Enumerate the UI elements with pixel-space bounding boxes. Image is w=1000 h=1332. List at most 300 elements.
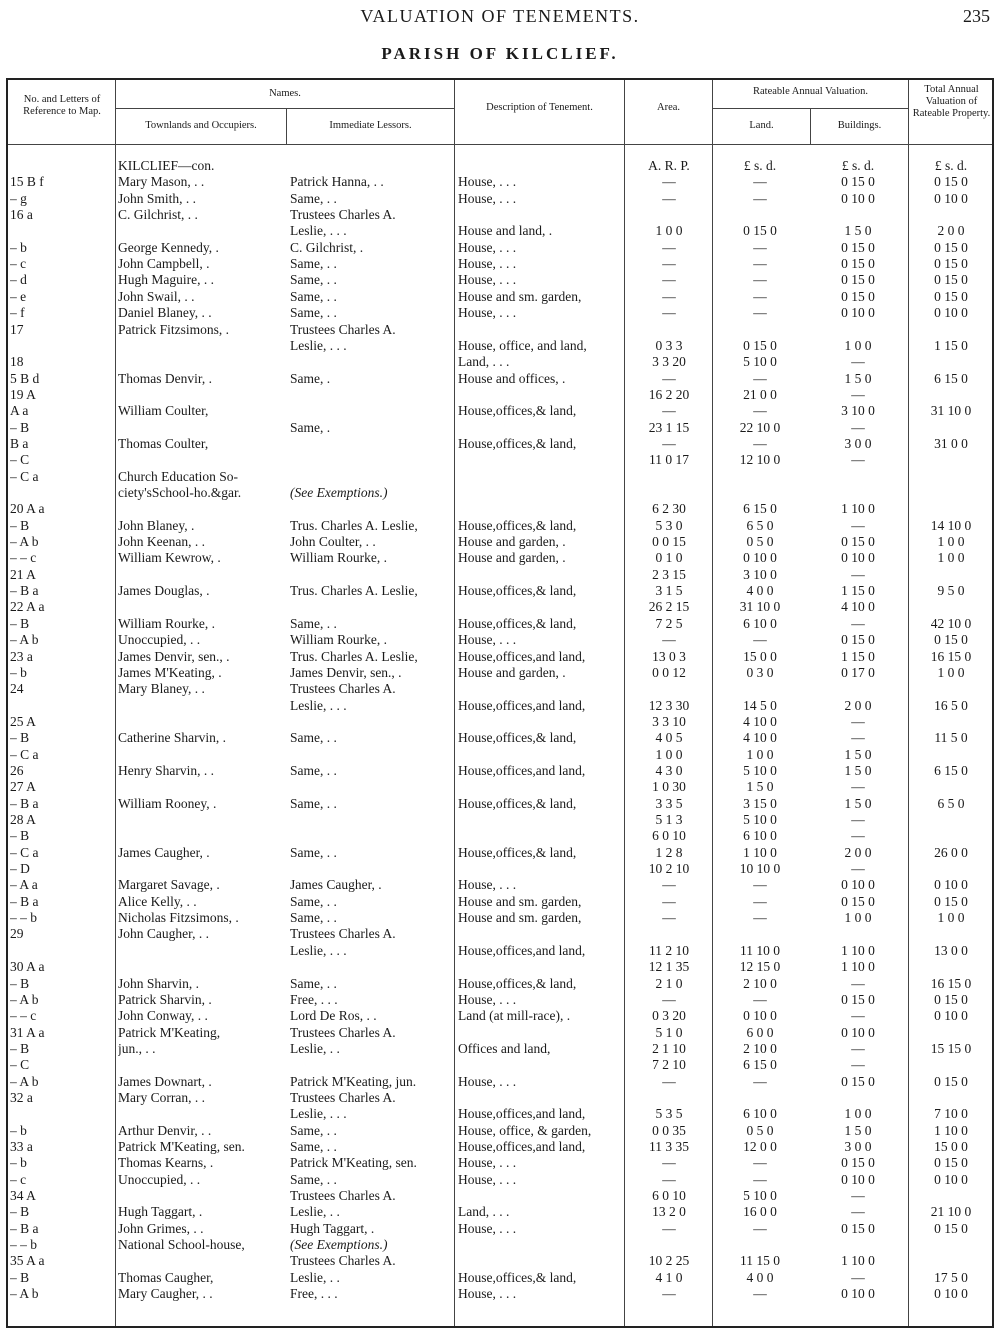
occupier-name: John Sharvin, . (118, 975, 199, 991)
running-head-title: VALUATION OF TENEMENTS. (360, 6, 640, 26)
table-row (8, 1270, 992, 1286)
land-valuation: 2 10 0 (743, 1040, 777, 1056)
map-reference: – B (10, 1040, 30, 1056)
lessor-name: Leslie, . . . (290, 1106, 347, 1122)
area-value: 7 2 10 (652, 1057, 686, 1073)
occupier-name: William Rooney, . (118, 795, 217, 811)
map-reference: – c (10, 1171, 27, 1187)
table-row (8, 272, 992, 288)
buildings-valuation: — (851, 386, 865, 402)
land-valuation: — (753, 272, 767, 288)
total-valuation: 0 15 0 (934, 893, 968, 909)
map-reference: – C a (10, 746, 39, 762)
occupier-name: Church Education So- (118, 468, 238, 484)
tenement-description: House and sm. garden, (458, 910, 582, 926)
tenement-description: House and garden, . (458, 550, 566, 566)
total-valuation: 15 0 0 (934, 1139, 968, 1154)
lessor-name: William Rourke, . (290, 632, 387, 648)
map-reference: – A b (10, 632, 39, 648)
occupier-name: Mary Mason, . . (118, 174, 205, 190)
lessor-name: Same, . . (290, 844, 337, 860)
occupier-name: James Denvir, sen., . (118, 648, 230, 664)
map-reference: – B a (10, 583, 39, 599)
map-reference: – B (10, 419, 30, 435)
area-value: 12 1 35 (648, 959, 690, 975)
buildings-valuation: 0 15 0 (841, 893, 875, 909)
total-valuation: 0 15 0 (934, 272, 968, 288)
buildings-valuation: 1 0 0 (844, 1106, 872, 1122)
land-valuation: 15 0 0 (743, 648, 777, 664)
buildings-valuation: 0 10 0 (841, 190, 875, 206)
land-valuation: — (753, 370, 767, 386)
area-value: 0 3 20 (652, 1008, 686, 1024)
buildings-valuation: — (851, 354, 865, 370)
area-value: 0 0 12 (652, 664, 686, 680)
buildings-valuation: 1 5 0 (844, 1122, 872, 1138)
map-reference: – D (10, 861, 30, 877)
map-reference: – A b (10, 991, 39, 1007)
buildings-valuation: — (851, 419, 865, 435)
map-reference: – B (10, 1269, 30, 1285)
lessor-name: Leslie, . . (290, 1040, 340, 1056)
tenement-description: House and garden, . (458, 534, 566, 550)
area-value: 5 1 0 (655, 1024, 683, 1040)
land-valuation: 5 10 0 (743, 762, 777, 778)
buildings-valuation: 1 10 0 (841, 501, 875, 517)
header-lessors: Immediate Lessors. (329, 120, 412, 131)
land-valuation: 6 15 0 (743, 501, 777, 517)
buildings-valuation: 0 10 0 (841, 1286, 875, 1302)
lessor-name: Trustees Charles A. (290, 1089, 396, 1105)
table-row (8, 338, 992, 354)
tenement-description: House,offices,& land, (458, 403, 577, 419)
land-valuation: 1 5 0 (746, 779, 774, 795)
table-row (8, 240, 992, 256)
occupier-name: jun., . . (118, 1040, 156, 1056)
tenement-description: House,offices,& land, (458, 844, 577, 860)
buildings-valuation: 3 10 0 (841, 403, 875, 419)
land-valuation: 6 0 0 (746, 1024, 774, 1040)
lessor-name: James Caugher, . (290, 877, 382, 893)
lessor-name: Trus. Charles A. Leslie, (290, 648, 418, 664)
buildings-valuation: 0 15 0 (841, 272, 875, 288)
buildings-valuation: 0 15 0 (841, 991, 875, 1007)
table-row (8, 1139, 992, 1155)
lessor-name: Same, . . (290, 190, 337, 206)
tenement-description: House and sm. garden, (458, 893, 582, 909)
map-reference: – A a (10, 877, 38, 893)
table-row (8, 403, 992, 419)
lessor-name: Patrick Hanna, . . (290, 174, 384, 190)
tenement-description: House, . . . (458, 1073, 517, 1089)
table-row (8, 1074, 992, 1090)
page-number: 235 (963, 6, 990, 26)
map-reference: 24 (10, 681, 24, 697)
lessor-name: (See Exemptions.) (290, 485, 388, 500)
lessor-name: Trus. Charles A. Leslie, (290, 583, 418, 599)
total-valuation: 13 0 0 (934, 942, 968, 958)
land-valuation: 0 10 0 (743, 550, 777, 566)
area-value: 7 2 5 (655, 615, 683, 631)
total-valuation: 6 15 0 (934, 762, 968, 778)
tenement-description: House,offices,& land, (458, 517, 577, 533)
lessor-name: Leslie, . . . (290, 942, 347, 958)
header-rateable: Rateable Annual Valuation. (753, 86, 868, 97)
buildings-valuation: — (851, 1057, 865, 1073)
occupier-name: Thomas Kearns, . (118, 1155, 214, 1171)
land-valuation: 11 10 0 (740, 942, 780, 958)
tenement-description: House,offices,and land, (458, 697, 586, 713)
area-value: 5 3 5 (655, 1106, 683, 1122)
table-row (8, 534, 992, 550)
area-value: — (662, 288, 676, 304)
lessor-name: John Coulter, . . (290, 534, 376, 550)
map-reference: 16 a (10, 207, 33, 223)
area-value: 13 2 0 (652, 1204, 686, 1220)
buildings-valuation: 1 15 0 (841, 583, 875, 599)
table-row (8, 779, 992, 795)
header-townlands: Townlands and Occupiers. (145, 120, 257, 131)
header-ref: No. and Letters of Reference to Map. (23, 94, 101, 117)
land-valuation: 6 10 0 (743, 1106, 777, 1122)
map-reference: – f (10, 305, 25, 321)
buildings-valuation: 0 15 0 (841, 174, 875, 190)
table-row (8, 322, 992, 338)
map-reference: – d (10, 272, 27, 288)
buildings-valuation: £ s. d. (841, 158, 875, 173)
map-reference: – C a (10, 468, 39, 484)
area-value: — (662, 174, 676, 190)
land-valuation: — (753, 1171, 767, 1187)
total-valuation: 0 15 0 (934, 1073, 968, 1089)
map-reference: – – c (10, 1008, 37, 1024)
buildings-valuation: 0 15 0 (841, 1073, 875, 1089)
area-value: 3 3 5 (655, 795, 683, 811)
lessor-name: Patrick M'Keating, jun. (290, 1073, 417, 1089)
map-reference: – b (10, 1122, 27, 1138)
map-reference: 31 A a (10, 1024, 45, 1040)
occupier-name: George Kennedy, . (118, 239, 219, 255)
occupier-name: William Kewrow, . (118, 550, 221, 566)
occupier-name: KILCLIEF—con. (118, 158, 215, 173)
area-value: — (662, 1220, 676, 1236)
total-valuation: 16 15 0 (930, 648, 972, 664)
map-reference: – c (10, 256, 27, 272)
header-rule (8, 144, 992, 145)
tenement-description: House, . . . (458, 991, 517, 1007)
buildings-valuation: 0 10 0 (841, 877, 875, 893)
buildings-valuation: — (851, 1188, 865, 1204)
area-value: — (662, 403, 676, 419)
table-row (8, 959, 992, 975)
buildings-valuation: 3 0 0 (844, 435, 872, 451)
area-value: A. R. P. (648, 158, 690, 173)
map-reference: – A b (10, 1286, 39, 1302)
area-value: 26 2 15 (648, 599, 690, 615)
total-valuation: 1 0 0 (937, 534, 965, 550)
map-reference: – B (10, 615, 30, 631)
area-value: — (662, 632, 676, 648)
total-valuation: 1 15 0 (934, 337, 968, 353)
table-row (8, 191, 992, 207)
land-valuation: — (753, 910, 767, 926)
occupier-name: John Smith, . . (118, 190, 197, 206)
buildings-valuation: — (851, 1204, 865, 1220)
area-value: 0 1 0 (655, 550, 683, 566)
map-reference: – b (10, 1155, 27, 1171)
map-reference: 30 A a (10, 959, 45, 975)
lessor-name: Leslie, . . (290, 1269, 340, 1285)
table-row (8, 256, 992, 272)
land-valuation: — (753, 1155, 767, 1171)
lessor-name: Same, . . (290, 910, 337, 926)
table-row (8, 599, 992, 615)
total-valuation: 0 10 0 (934, 1008, 968, 1024)
occupier-name: William Rourke, . (118, 615, 215, 631)
map-reference: 34 A (10, 1188, 36, 1204)
map-reference: – b (10, 664, 27, 680)
map-reference: – B a (10, 893, 39, 909)
occupier-name: Thomas Coulter, (118, 435, 209, 451)
buildings-valuation: — (851, 812, 865, 827)
occupier-name: Henry Sharvin, . . (118, 762, 214, 778)
land-valuation: 12 0 0 (743, 1139, 777, 1154)
land-valuation: — (753, 893, 767, 909)
buildings-valuation: — (851, 1008, 865, 1024)
table-row (8, 1057, 992, 1073)
lessor-name: Leslie, . . . (290, 337, 347, 353)
buildings-valuation: — (851, 730, 865, 746)
area-value: 2 3 15 (652, 566, 686, 582)
buildings-valuation: 0 10 0 (841, 1024, 875, 1040)
table-row (8, 632, 992, 648)
tenement-description: House, . . . (458, 305, 517, 321)
occupier-name: Unoccupied, . . (118, 632, 201, 648)
area-value: 11 0 17 (649, 452, 689, 468)
occupier-name: John Keenan, . . (118, 534, 205, 550)
tenement-description: Land, . . . (458, 1204, 510, 1220)
area-value: — (662, 256, 676, 272)
area-value: 11 3 35 (649, 1139, 689, 1154)
tenement-description: House, . . . (458, 239, 517, 255)
land-valuation: 0 15 0 (743, 223, 777, 239)
land-valuation: 4 10 0 (743, 730, 777, 746)
buildings-valuation: 0 10 0 (841, 1171, 875, 1187)
area-value: — (662, 190, 676, 206)
occupier-name: Mary Corran, . . (118, 1089, 205, 1105)
map-reference: 21 A (10, 566, 36, 582)
total-valuation: 6 15 0 (934, 370, 968, 386)
tenement-description: House, . . . (458, 190, 517, 206)
buildings-valuation: 2 0 0 (844, 844, 872, 860)
land-valuation: 11 15 0 (740, 1253, 780, 1269)
table-row (8, 812, 992, 828)
total-valuation: 42 10 0 (930, 615, 972, 631)
tenement-description: House, . . . (458, 256, 517, 272)
total-valuation: 31 0 0 (934, 435, 968, 451)
lessor-name: Same, . (290, 419, 331, 435)
buildings-valuation: — (851, 517, 865, 533)
occupier-name: Catherine Sharvin, . (118, 730, 226, 746)
land-valuation: 6 10 0 (743, 828, 777, 844)
lessor-name: Same, . . (290, 305, 337, 321)
buildings-valuation: 4 10 0 (841, 599, 875, 615)
area-value: 0 0 35 (652, 1122, 686, 1138)
table-row (8, 730, 992, 746)
tenement-description: House, . . . (458, 1286, 517, 1302)
occupier-name: Patrick M'Keating, (118, 1024, 221, 1040)
area-value: — (662, 239, 676, 255)
map-reference: – e (10, 288, 27, 304)
tenement-description: House,offices,and land, (458, 942, 586, 958)
occupier-name: James Downart, . (118, 1073, 212, 1089)
land-valuation: 6 10 0 (743, 615, 777, 631)
land-valuation: — (753, 174, 767, 190)
land-valuation: 12 15 0 (739, 959, 781, 975)
tenement-description: House,offices,& land, (458, 583, 577, 599)
land-valuation: 1 10 0 (743, 844, 777, 860)
total-valuation: 17 5 0 (934, 1269, 968, 1285)
occupier-name: Arthur Denvir, . . (118, 1122, 212, 1138)
lessor-name: Same, . . (290, 762, 337, 778)
total-valuation: 0 10 0 (934, 1286, 968, 1302)
occupier-name: Unoccupied, . . (118, 1171, 201, 1187)
total-valuation: 1 0 0 (937, 664, 965, 680)
land-valuation: 6 5 0 (746, 517, 774, 533)
map-reference: – C (10, 1057, 30, 1073)
land-valuation: 16 0 0 (743, 1204, 777, 1220)
buildings-valuation: 1 10 0 (841, 1253, 875, 1269)
buildings-valuation: — (851, 566, 865, 582)
tenement-description: House,offices,and land, (458, 1139, 586, 1154)
area-value: 6 2 30 (652, 501, 686, 517)
lessor-name: Leslie, . . . (290, 697, 347, 713)
area-value: 1 0 0 (655, 746, 683, 762)
table-row (8, 1155, 992, 1171)
tenement-description: Land, . . . (458, 354, 510, 370)
table-row (8, 714, 992, 730)
table-row (8, 305, 992, 321)
occupier-name: John Grimes, . . (118, 1220, 204, 1236)
table-row (8, 910, 992, 926)
buildings-valuation: 1 10 0 (841, 959, 875, 975)
tenement-description: House,offices,& land, (458, 730, 577, 746)
table-row (8, 518, 992, 534)
table-row (8, 550, 992, 566)
lessor-name: Trustees Charles A. (290, 207, 396, 223)
map-reference: – C a (10, 844, 39, 860)
land-valuation: — (753, 1220, 767, 1236)
table-row (8, 1106, 992, 1122)
occupier-name: William Coulter, (118, 403, 209, 419)
area-value: 1 0 0 (655, 223, 683, 239)
tenement-description: House,offices,& land, (458, 795, 577, 811)
buildings-valuation: — (851, 615, 865, 631)
table-row (8, 1172, 992, 1188)
tenement-description: House,offices,& land, (458, 615, 577, 631)
area-value: 5 1 3 (655, 812, 683, 827)
occupier-name: Hugh Taggart, . (118, 1204, 203, 1220)
map-reference: – B (10, 517, 30, 533)
area-value: 11 2 10 (649, 942, 689, 958)
table-row (8, 501, 992, 517)
land-valuation: 22 10 0 (739, 419, 781, 435)
land-valuation: — (753, 288, 767, 304)
lessor-name: William Rourke, . (290, 550, 387, 566)
tenement-description: House,offices,& land, (458, 435, 577, 451)
table-row (8, 1123, 992, 1139)
occupier-name: Thomas Caugher, (118, 1269, 214, 1285)
lessor-name: Same, . . (290, 272, 337, 288)
map-reference: 33 a (10, 1139, 33, 1154)
table-row (8, 796, 992, 812)
lessor-name: Same, . . (290, 975, 337, 991)
buildings-valuation: 1 5 0 (844, 762, 872, 778)
land-valuation: — (753, 190, 767, 206)
table-row (8, 894, 992, 910)
area-value: 2 1 10 (652, 1040, 686, 1056)
lessor-name: C. Gilchrist, . (290, 239, 364, 255)
header-rule (713, 108, 908, 109)
total-valuation: 0 15 0 (934, 991, 968, 1007)
buildings-valuation: 0 15 0 (841, 256, 875, 272)
table-row (8, 436, 992, 452)
area-value: — (662, 272, 676, 288)
header-area: Area. (656, 102, 681, 113)
lessor-name: Trustees Charles A. (290, 1253, 396, 1269)
map-reference: 23 a (10, 648, 33, 664)
header-names: Names. (269, 88, 301, 99)
table-row (8, 420, 992, 436)
running-head (0, 4, 1000, 28)
land-valuation: — (753, 403, 767, 419)
total-valuation: 9 5 0 (937, 583, 965, 599)
buildings-valuation: 0 15 0 (841, 632, 875, 648)
lessor-name: Same, . . (290, 730, 337, 746)
occupier-name: John Swail, . . (118, 288, 195, 304)
buildings-valuation: 1 5 0 (844, 746, 872, 762)
map-reference: – b (10, 239, 27, 255)
area-value: — (662, 1073, 676, 1089)
tenement-description: House and offices, . (458, 370, 566, 386)
table-row (8, 371, 992, 387)
occupier-name: John Blaney, . (118, 517, 195, 533)
lessor-name: Trustees Charles A. (290, 926, 396, 942)
buildings-valuation: — (851, 1269, 865, 1285)
map-reference: 19 A (10, 386, 36, 402)
area-value: — (662, 991, 676, 1007)
buildings-valuation: 0 15 0 (841, 288, 875, 304)
area-value: 4 0 5 (655, 730, 683, 746)
area-value: 4 3 0 (655, 762, 683, 778)
tenement-description: House, . . . (458, 174, 517, 190)
tenement-description: House,offices,& land, (458, 1269, 577, 1285)
total-valuation: 15 15 0 (930, 1040, 972, 1056)
occupier-name: Daniel Blaney, . . (118, 305, 212, 321)
land-valuation: — (753, 239, 767, 255)
occupier-name: Thomas Denvir, . (118, 370, 212, 386)
land-valuation: — (753, 991, 767, 1007)
area-value: 3 3 10 (652, 713, 686, 729)
total-valuation: 0 15 0 (934, 288, 968, 304)
map-reference: 15 B f (10, 174, 44, 190)
map-reference: – B a (10, 795, 39, 811)
table-row (8, 828, 992, 844)
occupier-name: Alice Kelly, . . (118, 893, 197, 909)
area-value: 4 1 0 (655, 1269, 683, 1285)
land-valuation: — (753, 877, 767, 893)
lessor-name: Same, . . (290, 1171, 337, 1187)
